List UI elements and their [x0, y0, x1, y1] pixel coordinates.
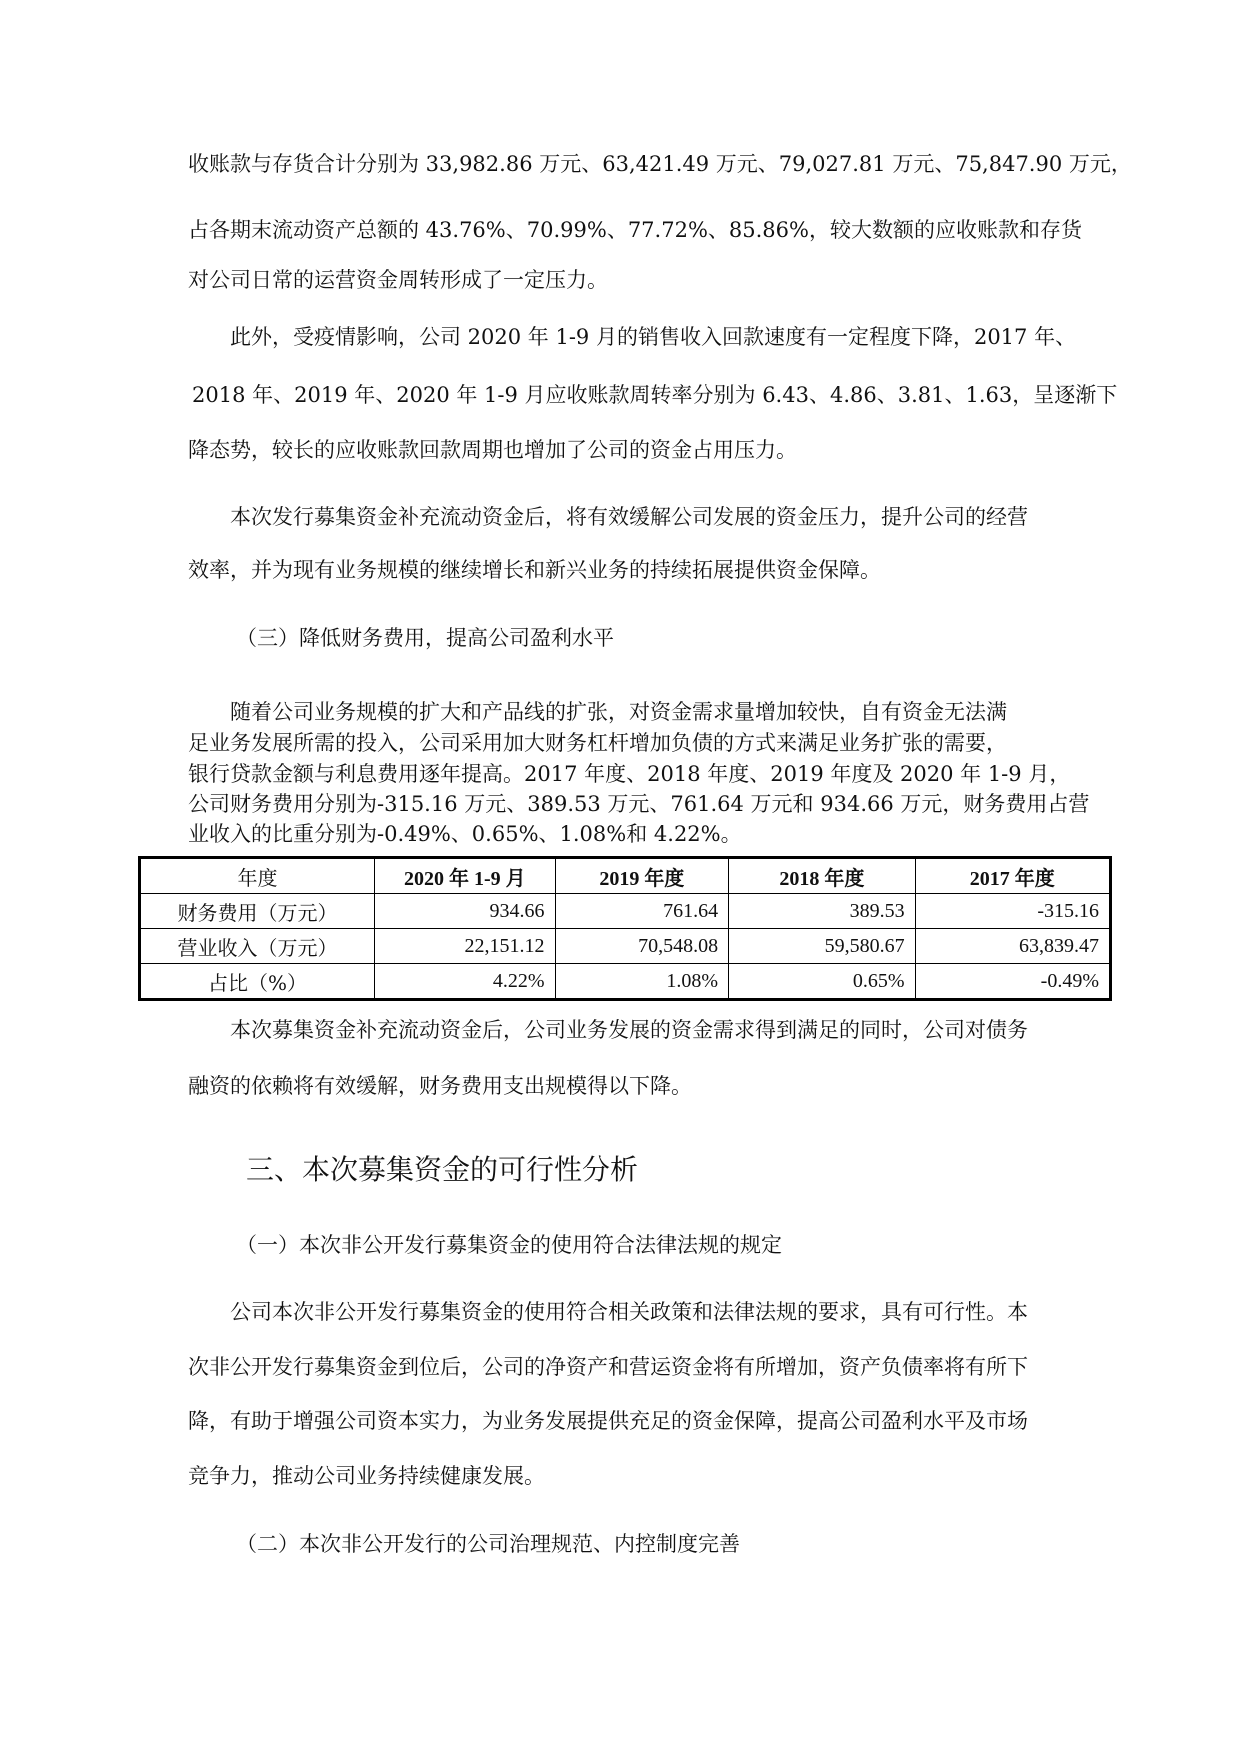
table-header-cell: 2020 年 1-9 月 — [375, 858, 556, 894]
paragraph-line: 次非公开发行募集资金到位后，公司的净资产和营运资金将有所增加，资产负债率将有所下 — [188, 1355, 1028, 1379]
paragraph-line: 此外，受疫情影响，公司 2020 年 1-9 月的销售收入回款速度有一定程度下降，2017 年、 — [230, 325, 1077, 349]
table-header-cell: 2018 年度 — [729, 858, 915, 894]
table-header-row — [140, 858, 1111, 894]
paragraph-line: 降态势，较长的应收账款回款周期也增加了公司的资金占用压力。 — [188, 438, 797, 462]
table-row — [140, 894, 1111, 929]
table-cell: 59,580.67 — [729, 929, 915, 964]
table-header-cell: 2019 年度 — [555, 858, 729, 894]
paragraph-line: 本次发行募集资金补充流动资金后，将有效缓解公司发展的资金压力，提升公司的经营 — [230, 505, 1028, 529]
paragraph-line: 随着公司业务规模的扩大和产品线的扩张，对资金需求量增加较快，自有资金无法满 — [230, 700, 1007, 724]
section-heading: 三、本次募集资金的可行性分析 — [246, 1153, 639, 1186]
table-cell: 0.65% — [729, 964, 915, 1000]
table-cell: -315.16 — [915, 894, 1110, 929]
financial-expense-table — [138, 856, 1112, 1001]
paragraph-line: 业收入的比重分别为-0.49%、0.65%、1.08%和 4.22%。 — [188, 822, 742, 846]
table-cell: 1.08% — [555, 964, 729, 1000]
paragraph-line: 公司财务费用分别为-315.16 万元、389.53 万元、761.64 万元和 934.66 万元，财务费用占营 — [188, 792, 1090, 816]
subheading: （三）降低财务费用，提高公司盈利水平 — [236, 626, 614, 650]
paragraph-line: 融资的依赖将有效缓解，财务费用支出规模得以下降。 — [188, 1074, 692, 1098]
row-label: 营业收入（万元） — [140, 929, 375, 964]
table-cell: 934.66 — [375, 894, 556, 929]
row-label: 财务费用（万元） — [140, 894, 375, 929]
paragraph-line: 公司本次非公开发行募集资金的使用符合相关政策和法律法规的要求，具有可行性。本 — [230, 1300, 1028, 1324]
paragraph-line: 降，有助于增强公司资本实力，为业务发展提供充足的资金保障，提高公司盈利水平及市场 — [188, 1409, 1028, 1433]
table-cell: 761.64 — [555, 894, 729, 929]
paragraph-line: 本次募集资金补充流动资金后，公司业务发展的资金需求得到满足的同时，公司对债务 — [230, 1018, 1028, 1042]
table-row — [140, 964, 1111, 1000]
paragraph-line: 效率，并为现有业务规模的继续增长和新兴业务的持续拓展提供资金保障。 — [188, 558, 881, 582]
paragraph-line: 占各期末流动资产总额的 43.76%、70.99%、77.72%、85.86%，较大数额的应收账款和存货 — [188, 218, 1082, 242]
table-row — [140, 929, 1111, 964]
table-header-cell: 年度 — [140, 858, 375, 894]
table-cell: -0.49% — [915, 964, 1110, 1000]
row-label: 占比（%） — [140, 964, 375, 1000]
subheading: （二）本次非公开发行的公司治理规范、内控制度完善 — [236, 1532, 740, 1556]
paragraph-line: 竞争力，推动公司业务持续健康发展。 — [188, 1464, 545, 1488]
paragraph-line: 收账款与存货合计分别为 33,982.86 万元、63,421.49 万元、79,027.81 万元、75,847.90 万元， — [188, 152, 1132, 176]
table-cell: 389.53 — [729, 894, 915, 929]
table-cell: 4.22% — [375, 964, 556, 1000]
paragraph-line: 足业务发展所需的投入，公司采用加大财务杠杆增加负债的方式来满足业务扩张的需要， — [188, 731, 1007, 755]
table-cell: 63,839.47 — [915, 929, 1110, 964]
subheading: （一）本次非公开发行募集资金的使用符合法律法规的规定 — [236, 1233, 782, 1257]
paragraph-line: 银行贷款金额与利息费用逐年提高。2017 年度、2018 年度、2019 年度及 2020 年 1-9 月， — [188, 762, 1071, 786]
table-header-cell: 2017 年度 — [915, 858, 1110, 894]
table-cell: 70,548.08 — [555, 929, 729, 964]
paragraph-line: 2018 年、2019 年、2020 年 1-9 月应收账款周转率分别为 6.43、4.86、3.81、1.63，呈逐渐下 — [192, 383, 1118, 407]
table-cell: 22,151.12 — [375, 929, 556, 964]
paragraph-line: 对公司日常的运营资金周转形成了一定压力。 — [188, 268, 608, 292]
